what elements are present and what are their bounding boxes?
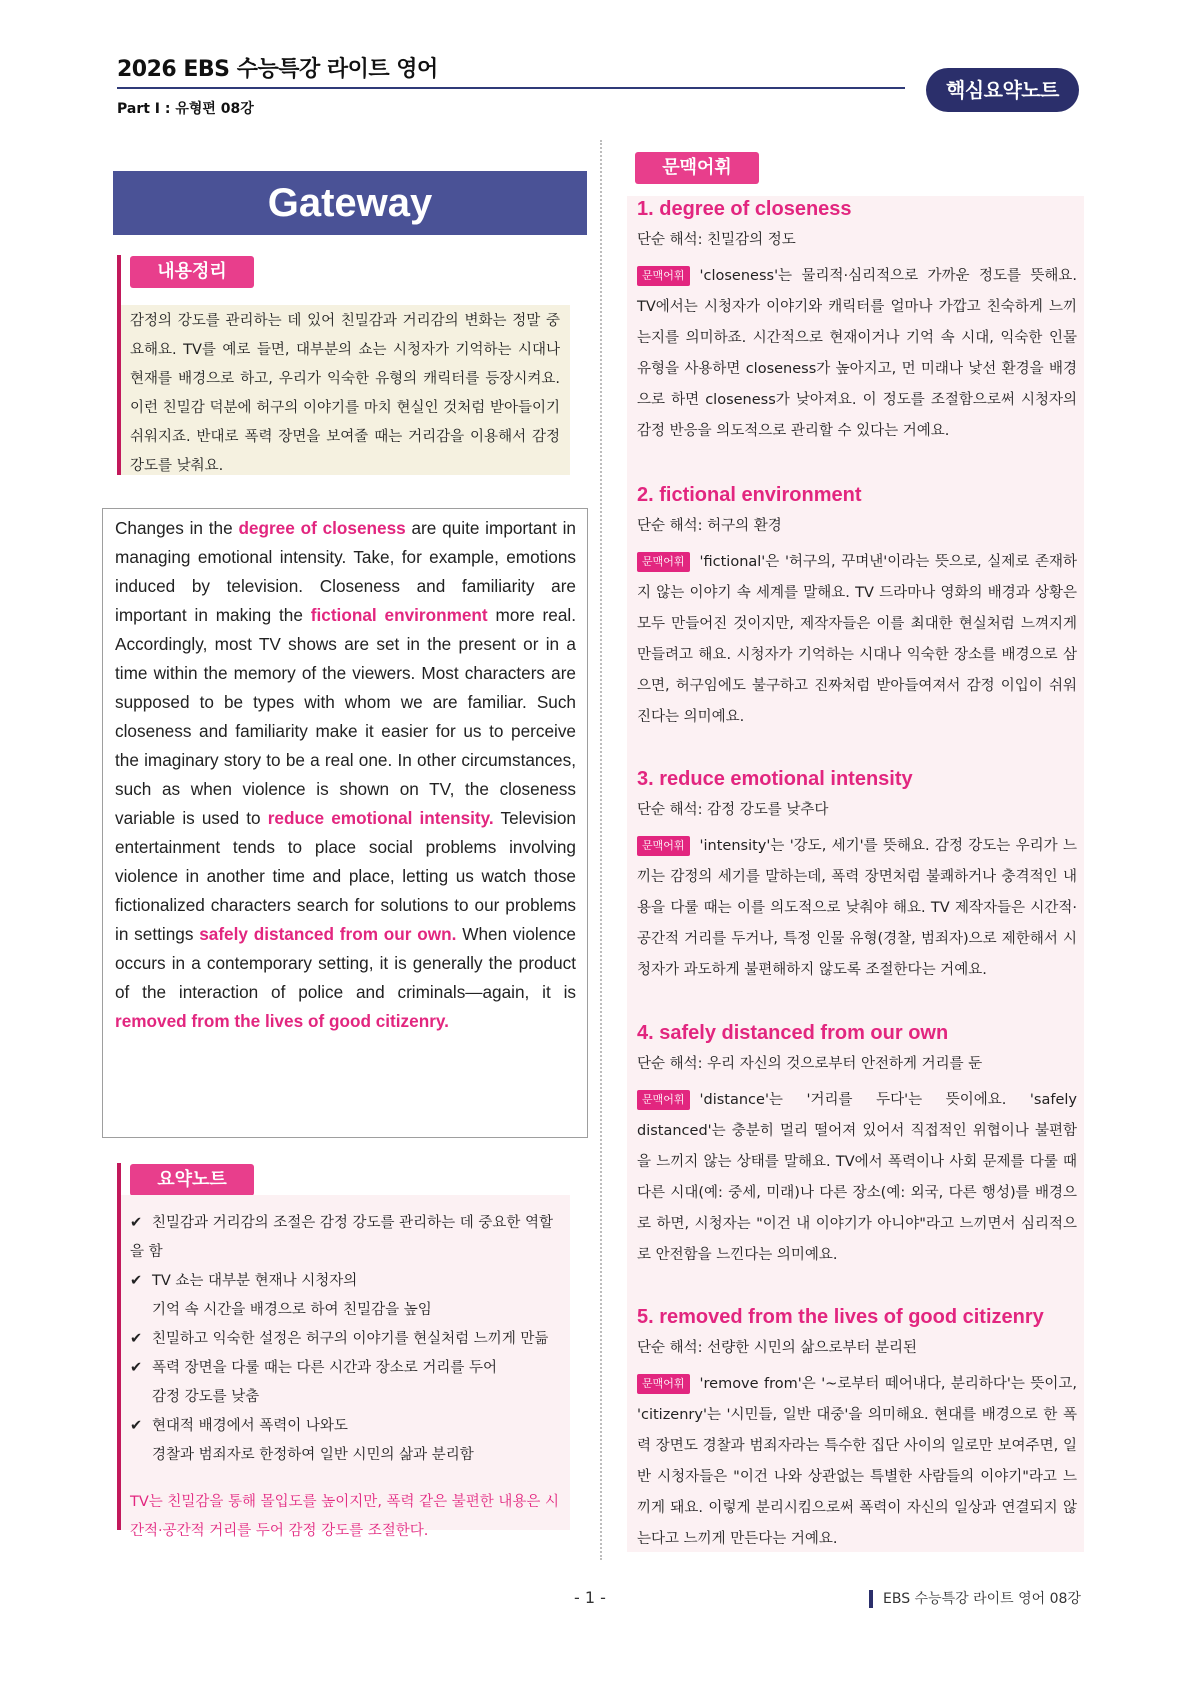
vocab-label: 문맥어휘 [637,266,690,286]
vocab-explanation: 'remove from'은 '~로부터 떼어내다, 분리하다'는 뜻이고, 'citizenry'는 '시민들, 일반 대중'을 의미해요. 현대를 배경으로 한 폭력 장면도 경찰과 범죄자라는 특수한 집단 사이의 일로만 보여주면, 일반 시청자들은 "이건 나와 상관없는 특별한 사람들의 이야기"라고 느끼게 돼요. 이렇게 분리시킴으로써 폭력이 자신의 일상과 연결되지 않는다고 느끼게 만든다는 거예요. [637,1376,1077,1547]
vocab-heading: 5. removed from the lives of good citizenry [637,1306,1044,1328]
reading-passage: Changes in the degree of closeness are quite important in managing emotional intensity. Take, for example, emotions induced by television. Closeness and familiarity are important in making the fictional environment more real. Accordingly, most TV shows are set in the present or in a time within the memory of the viewers. Most characters are supposed to be types with whom we are familiar. Such closeness and familiarity make it easier for us to perceive the imaginary story to be a real one. In other circumstances, such as when violence is shown on TV, the closeness variable is used to reduce emotional intensity. Television entertainment tends to place social problems involving violence in another time and place, letting us watch those fictionalized characters search for solutions to our problems in settings safely distanced from our own. When violence occurs in a contemporary setting, it is generally the product of the interaction of police and criminals—again, it is removed from the lives of good citizenry. [102,508,588,1138]
highlight-removed-from-citizenry: removed from the lives of good citizenry. [115,1011,449,1031]
vocab-entry [637,1303,1077,1555]
header-rule [117,87,905,89]
vocab-heading: 2. fictional environment [637,484,862,506]
vocab-label: 문맥어휘 [637,552,690,572]
vocab-simple: 단순 해석: 우리 자신의 것으로부터 안전하게 거리를 둔 [637,1056,983,1072]
vocab-heading: 1. degree of closeness [637,198,852,220]
vocab-simple: 단순 해석: 감정 강도를 낮추다 [637,802,829,818]
document-subtitle: Part Ⅰ : 유형편 08강 [117,101,254,117]
vocab-explanation: 'intensity'는 '강도, 세기'를 뜻해요. 감정 강도는 우리가 느끼는 감정의 세기를 말하는데, 폭력 장면처럼 불쾌하거나 충격적인 내용을 다룰 때는 이를 의도적으로 낮춰야 해요. TV 제작자들은 시간적·공간적 거리를 두거나, 특정 인물 유형(경찰, 범죄자)으로 제한해서 시청자가 과도하게 불편해하지 않도록 조절한다는 거예요. [637,838,1077,978]
vocab-entry [637,195,1077,447]
vocab-heading: 4. safely distanced from our own [637,1022,949,1044]
note-item: ✔ TV 쇼는 대부분 현재나 시청자의 [130,1267,564,1296]
notes-tag: 요약노트 [130,1164,254,1196]
vocab-label: 문맥어휘 [637,836,690,856]
summary-accent-bar [117,255,121,305]
check-icon: ✔ [130,1331,143,1347]
note-item: ✔ 현대적 배경에서 폭력이 나와도 [130,1412,564,1441]
vocab-entry [637,481,1077,733]
summary-note-badge: 핵심요약노트 [926,68,1079,112]
highlight-reduce-emotional-intensity: reduce emotional intensity. [267,808,494,828]
page-number: - 1 - [574,1588,606,1607]
check-icon: ✔ [130,1418,143,1434]
vocab-entry [637,1019,1077,1271]
highlight-degree-of-closeness: degree of closeness [238,518,406,538]
highlight-fictional-environment: fictional environment [310,605,488,625]
column-divider [600,140,602,1560]
notes-accent-bar [117,1163,121,1195]
vocab-entry [637,765,1077,986]
highlight-safely-distanced: safely distanced from our own. [199,924,457,944]
vocab-explanation: 'fictional'은 '허구의, 꾸며낸'이라는 뜻으로, 실제로 존재하지 않는 이야기 속 세계를 말해요. TV 드라마나 영화의 배경과 상황은 모두 만들어진 것이지만, 제작자들은 이를 최대한 현실처럼 느껴지게 만들려고 해요. 시청자가 기억하는 시대나 익숙한 장소를 배경으로 삼으면, 허구임에도 불구하고 진짜처럼 받아들여져서 감정 이입이 쉬워진다는 의미예요. [637,554,1077,725]
vocab-label: 문맥어휘 [637,1374,690,1394]
note-item: ✔ 친밀감과 거리감의 조절은 감정 강도를 관리하는 데 중요한 역할을 함 [130,1209,564,1267]
check-icon: ✔ [130,1273,143,1289]
vocab-simple: 단순 해석: 허구의 환경 [637,518,782,534]
summary-notes: ✔ 친밀감과 거리감의 조절은 감정 강도를 관리하는 데 중요한 역할을 함 ✔ TV 쇼는 대부분 현재나 시청자의 기억 속 시간을 배경으로 하여 친밀감을 높임 ✔ 친밀하고 익숙한 설정은 허구의 이야기를 현실처럼 느끼게 만듦 ✔ 폭력 장면을 다룰 때는 다른 시간과 장소로 거리를 두어 감정 강도를 낮춤 ✔ 현대적 배경에서 폭력이 나와도 경찰과 범죄자로 한정하여 일반 시민의 삶과 분리함 TV는 친밀감을 통해 몰입도를 높이지만, 폭력 같은 불편한 내용은 시간적·공간적 거리를 두어 감정 강도를 조절한다. [117,1195,570,1530]
gateway-title: Gateway [113,171,587,235]
vocab-simple: 단순 해석: 친밀감의 정도 [637,232,796,248]
check-icon: ✔ [130,1360,143,1376]
vocab-tag: 문맥어휘 [635,152,759,184]
footer-label: EBS 수능특강 라이트 영어 08강 [869,1590,1081,1608]
vocab-heading: 3. reduce emotional intensity [637,768,913,790]
note-item: ✔ 폭력 장면을 다룰 때는 다른 시간과 장소로 거리를 두어 [130,1354,564,1383]
document-title: 2026 EBS 수능특강 라이트 영어 [117,57,438,82]
content-summary: 감정의 강도를 관리하는 데 있어 친밀감과 거리감의 변화는 정말 중요해요. TV를 예로 들면, 대부분의 쇼는 시청자가 기억하는 시대나 현재를 배경으로 하고, 우리가 익숙한 유형의 캐릭터를 등장시켜요. 이런 친밀감 덕분에 허구의 이야기를 마치 현실인 것처럼 받아들이기 쉬워지죠. 반대로 폭력 장면을 보여줄 때는 거리감을 이용해서 감정 강도를 낮춰요. [117,305,570,475]
check-icon: ✔ [130,1215,143,1231]
notes-conclusion: TV는 친밀감을 통해 몰입도를 높이지만, 폭력 같은 불편한 내용은 시간적·공간적 거리를 두어 감정 강도를 조절한다. [130,1494,560,1539]
vocab-simple: 단순 해석: 선량한 시민의 삶으로부터 분리된 [637,1340,918,1356]
note-item: ✔ 친밀하고 익숙한 설정은 허구의 이야기를 현실처럼 느끼게 만듦 [130,1325,564,1354]
summary-tag: 내용정리 [130,256,254,288]
vocab-explanation: 'closeness'는 물리적·심리적으로 가까운 정도를 뜻해요. TV에서는 시청자가 이야기와 캐릭터를 얼마나 가깝고 친숙하게 느끼는지를 의미하죠. 시간적으로 현재이거나 기억 속 시대, 익숙한 인물 유형을 사용하면 closeness가 높아지고, 먼 미래나 낯선 환경을 배경으로 하면 closeness가 낮아져요. 이 정도를 조절함으로써 시청자의 감정 반응을 의도적으로 관리할 수 있다는 거예요. [637,268,1077,439]
vocab-explanation: 'distance'는 '거리를 두다'는 뜻이에요. 'safely distanced'는 충분히 멀리 떨어져 있어서 직접적인 위협이나 불편함을 느끼지 않는 상태를 말해요. TV에서 폭력이나 사회 문제를 다룰 때 다른 시대(예: 중세, 미래)나 다른 장소(예: 외국, 다른 행성)를 배경으로 하면, 시청자는 "이건 내 이야기가 아니야"라고 느끼면서 심리적으로 안전함을 느낀다는 의미예요. [637,1092,1077,1263]
vocab-label: 문맥어휘 [637,1090,690,1110]
